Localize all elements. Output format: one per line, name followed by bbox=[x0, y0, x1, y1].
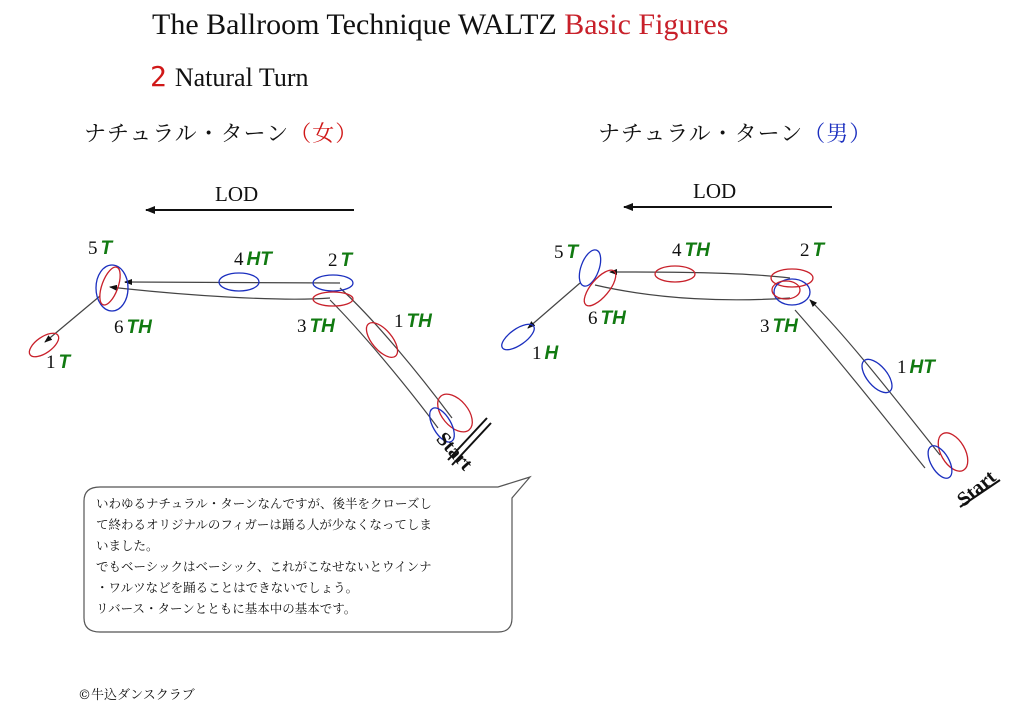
foot-step4 bbox=[655, 266, 695, 282]
copyright bbox=[78, 684, 195, 703]
female-lod-label: LOD bbox=[215, 182, 259, 206]
note-line: いわゆるナチュラル・ターンなんですが、後半をクローズし bbox=[96, 496, 432, 511]
foot-step5-r bbox=[96, 264, 125, 307]
figure-number: 2 bbox=[150, 60, 167, 93]
female-title-text: ナチュラル・ターン bbox=[84, 122, 290, 147]
note-line: リバース・ターンとともに基本中の基本です。 bbox=[96, 601, 357, 616]
note-line: いました。 bbox=[96, 538, 159, 553]
foot-start-l bbox=[923, 442, 957, 482]
copyright-icon: © bbox=[78, 688, 91, 703]
title-accent: Basic Figures bbox=[564, 8, 729, 41]
male-path bbox=[528, 272, 940, 468]
foot-right-start bbox=[431, 388, 479, 438]
female-step-6: 6 TH bbox=[114, 317, 152, 338]
male-start-label: Start bbox=[953, 466, 1001, 511]
male-sex-label: （男） bbox=[803, 122, 873, 147]
male-step-1: 1 HT bbox=[897, 357, 935, 378]
note-line: ・ワルツなどを踊ることはできないでしょう。 bbox=[96, 580, 359, 595]
male-lod-label: LOD bbox=[693, 179, 737, 203]
title-main: The Ballroom Technique WALTZ bbox=[152, 8, 565, 41]
note-bubble bbox=[86, 487, 510, 631]
figure-name: Natural Turn bbox=[174, 63, 309, 92]
female-step-1: 1 TH bbox=[394, 311, 432, 332]
female-step-5: 5 T bbox=[88, 238, 113, 259]
male-step-6: 6 TH bbox=[588, 308, 626, 329]
female-step-1-end: 1 T bbox=[46, 352, 71, 373]
female-feet bbox=[25, 264, 479, 445]
male-step-1-end: 1 H bbox=[532, 343, 559, 364]
foot-step3-b bbox=[772, 281, 800, 299]
female-step-3: 3 TH bbox=[297, 316, 335, 337]
female-step-4: 4 HT bbox=[234, 249, 272, 270]
male-step-2: 2 T bbox=[800, 240, 825, 261]
note-line: て終わるオリジナルのフィガーは踊る人が少なくなってしま bbox=[96, 517, 432, 532]
female-path bbox=[45, 282, 452, 428]
copyright-text: 牛込ダンスクラブ bbox=[91, 688, 195, 703]
foot-step6 bbox=[579, 265, 621, 310]
female-step-2: 2 T bbox=[328, 250, 353, 271]
female-sex-label: （女） bbox=[289, 122, 359, 147]
male-step-5: 5 T bbox=[554, 242, 579, 263]
female-start-label: Start bbox=[431, 428, 477, 475]
male-step-4: 4 TH bbox=[672, 240, 710, 261]
male-title-text: ナチュラル・ターン bbox=[598, 122, 804, 147]
foot-start-r bbox=[932, 428, 974, 476]
male-step-3: 3 TH bbox=[760, 316, 798, 337]
note-line: でもベーシックはベーシック、これがこなせないとウインナ bbox=[96, 559, 432, 574]
foot-step3-a bbox=[774, 279, 810, 305]
